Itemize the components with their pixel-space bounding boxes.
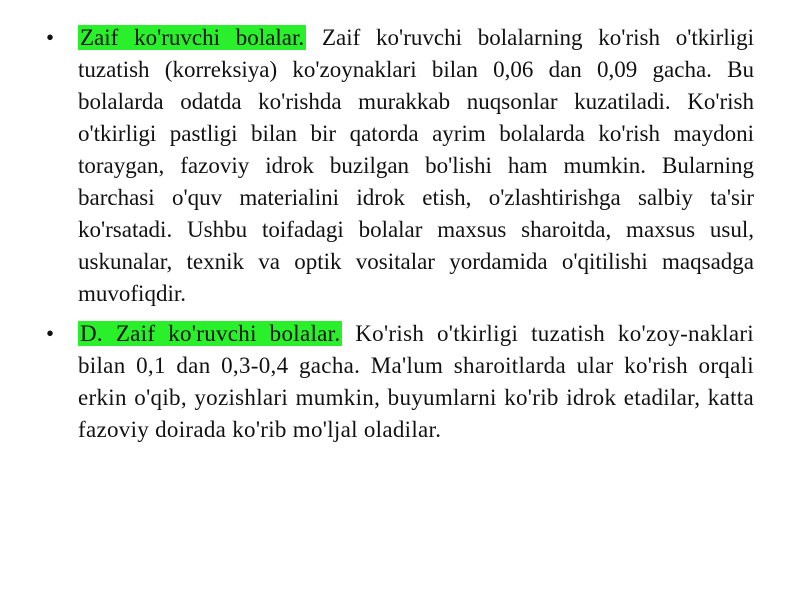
bullet-icon: • <box>46 321 55 346</box>
item-text: Zaif ko'ruvchi bolalarning ko'rish o'tkirligi tuzatish (korreksiya) ko'zoynaklari bilan 0,06 dan 0,09 gacha. Bu bolalarda odatda ko'rishda murakkab nuqsonlar kuzatiladi. Ko'rish o'tkirligi pastligi bilan bir qatorda ayrim bolalarda ko'rish maydoni toraygan, fazoviy idrok buzilgan bo'lishi ham mumkin. Bularning barchasi o'quv materialini idrok etish, o'zlashtirishga salbiy ta'sir ko'rsatadi. Ushbu toifadagi bolalar maxsus sharoitda, maxsus usul, uskunalar, texnik va optik vositalar yordamida o'qitilishi maqsadga muvofiqdir. <box>78 25 755 306</box>
list-item-zaif-koruvchi <box>46 22 754 310</box>
highlighted-term: Zaif ko'ruvchi bolalar. <box>80 25 305 50</box>
bullet-list <box>46 22 754 454</box>
item-text: Ko'rish o'tkirligi tuzatish ko'zoy-naklari bilan 0,1 dan 0,3-0,4 gacha. Ma'lum sharoitlarda ular ko'rish orqali erkin o'qib, yozishlari mumkin, buyumlarni ko'rib idrok etadilar, katta fazoviy doirada ko'rib mo'ljal oladilar. <box>78 321 754 442</box>
highlighted-term: D. Zaif ko'ruvchi bolalar. <box>80 321 341 346</box>
list-item-d-zaif-koruvchi <box>46 318 754 446</box>
bullet-icon: • <box>46 25 55 50</box>
